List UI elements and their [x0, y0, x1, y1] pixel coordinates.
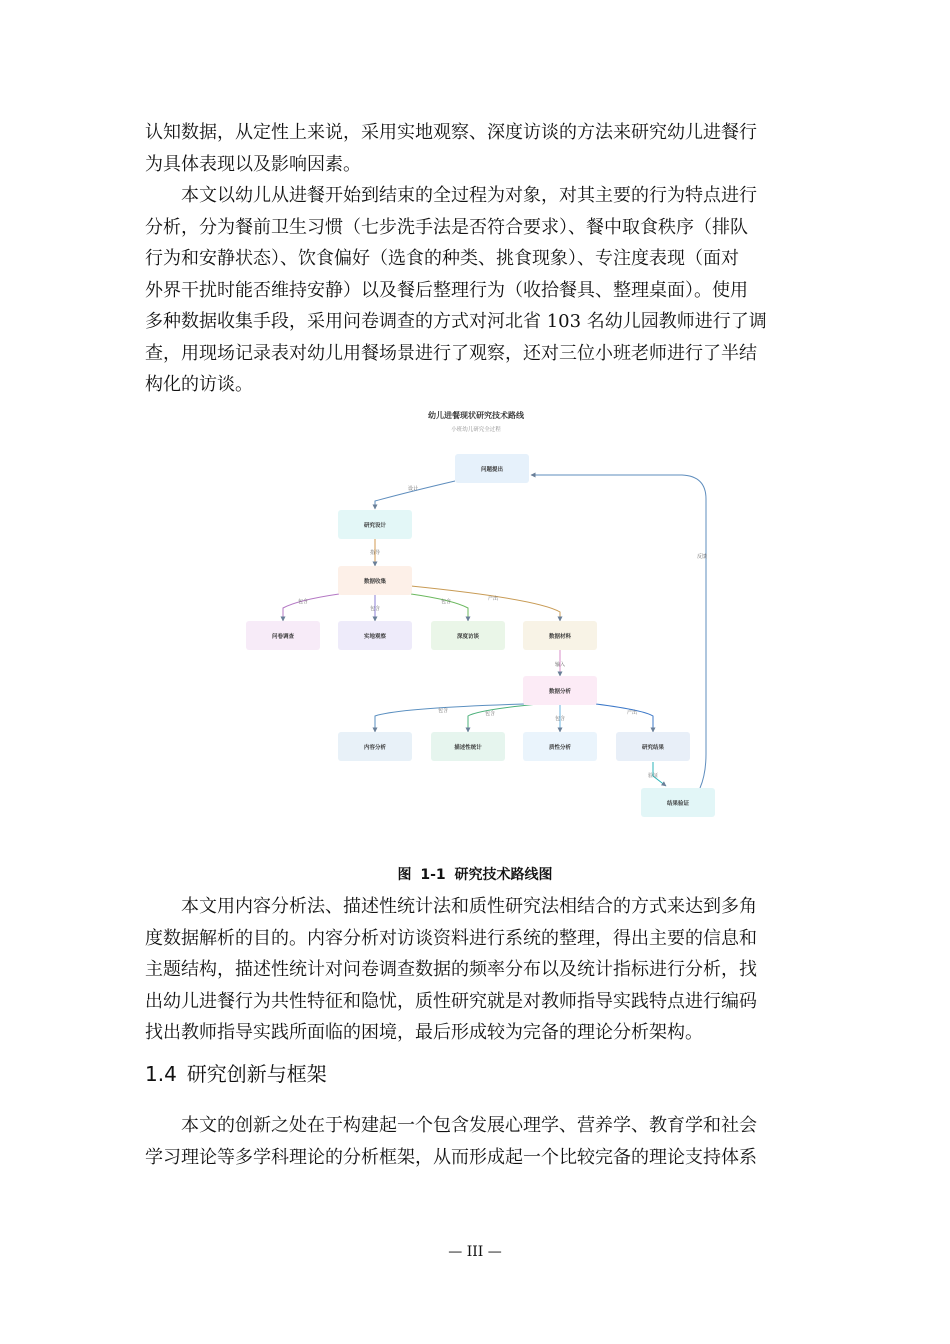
node-verify [641, 788, 715, 817]
svg-text:研究设计: 研究设计 [363, 523, 387, 529]
paragraph-2 [145, 180, 807, 401]
text-line: 分析，分为餐前卫生习惯（七步洗手法是否符合要求）、餐中取食秩序（排队 [145, 216, 748, 238]
text-line: 本文的创新之处在于构建起一个包含发展心理学、营养学、教育学和社会 [181, 1115, 757, 1136]
edge-label-include-6: 包含 [555, 716, 566, 722]
diagram-subtitle: 小班幼儿研究全过程 [451, 427, 501, 433]
node-survey [246, 621, 320, 650]
edge-label-include-3: 包含 [441, 599, 452, 605]
node-design [338, 510, 412, 539]
svg-text:问题提出: 问题提出 [480, 467, 504, 473]
node-observe [338, 621, 412, 650]
text-line: 找出教师指导实践所面临的困境，最后形成较为完备的理论分析架构。 [145, 1022, 703, 1043]
node-problem [455, 454, 529, 483]
text-line: 本文用内容分析法、描述性统计法和质性研究法相结合的方式来达到多角 [181, 896, 757, 917]
caption-text: 研究技术路线图 [454, 867, 553, 883]
text-line: 多种数据收集手段，采用问卷调查的方式对河北省 103 名幼儿园教师进行了调 [145, 311, 767, 332]
node-material [523, 621, 597, 650]
text-line: 度数据解析的目的。内容分析对访谈资料进行系统的整理，得出主要的信息和 [145, 927, 757, 949]
svg-text:结果验证: 结果验证 [666, 801, 690, 807]
section-title: 研究创新与框架 [186, 1062, 327, 1086]
node-content-analysis [338, 732, 412, 761]
node-collect [338, 566, 412, 595]
svg-text:内容分析: 内容分析 [363, 745, 387, 751]
caption-label: 图 [397, 867, 412, 883]
edge-produce-result [596, 704, 653, 732]
edge-include-interview [411, 594, 468, 621]
edge-label-design: 设计 [408, 486, 419, 492]
edge-include-stats [468, 704, 538, 732]
edge-label-guide: 指导 [370, 550, 381, 556]
text-line: 认知数据，从定性上来说，采用实地观察、深度访谈的方法来研究幼儿进餐行 [145, 122, 757, 143]
section-heading [145, 1058, 327, 1087]
caption-number: 1-1 [420, 867, 446, 883]
edge-label-produce-1: 产出 [488, 596, 499, 602]
text-line: 学习理论等多学科理论的分析框架，从而形成起一个比较完备的理论支持体系 [145, 1146, 757, 1168]
text-line: 本文以幼儿从进餐开始到结束的全过程为对象，对其主要的行为特点进行 [181, 185, 757, 206]
edge-label-input: 输入 [555, 662, 566, 668]
edge-label-include-5: 包含 [485, 711, 496, 717]
text-line: 外界干扰时能否维持安静）以及餐后整理行为（收拾餐具、整理桌面）。使用 [145, 279, 748, 301]
edge-label-produce-2: 产出 [627, 710, 638, 716]
svg-text:数据收集: 数据收集 [363, 579, 387, 585]
svg-text:研究结果: 研究结果 [641, 745, 665, 751]
page-number: — III — [448, 1244, 502, 1260]
svg-text:问卷调查: 问卷调查 [271, 634, 295, 640]
node-analysis [523, 676, 597, 705]
section-number: 1.4 [145, 1062, 177, 1086]
svg-text:质性分析: 质性分析 [548, 745, 572, 751]
edge-label-include-2: 包含 [370, 606, 381, 612]
research-roadmap-figure [238, 404, 718, 824]
edge-produce-material [411, 586, 560, 621]
node-interview [431, 621, 505, 650]
edge-label-include-1: 包含 [298, 599, 309, 605]
svg-text:深度访谈: 深度访谈 [456, 634, 480, 640]
svg-text:数据材料: 数据材料 [548, 634, 572, 640]
paragraph-3 [145, 891, 807, 1049]
text-line: 主题结构，描述性统计对问卷调查数据的频率分布以及统计指标进行分析，找 [145, 959, 757, 980]
edge-label-include-4: 包含 [438, 708, 449, 714]
text-line: 出幼儿进餐行为共性特征和隐忧，质性研究就是对教师指导实践特点进行编码 [145, 990, 757, 1012]
svg-text:数据分析: 数据分析 [548, 689, 572, 695]
text-line: 查，用现场记录表对幼儿用餐场景进行了观察，还对三位小班老师进行了半结 [145, 342, 757, 364]
text-line: 行为和安静状态）、饮食偏好（选食的种类、挑食现象）、专注度表现（面对 [145, 248, 739, 269]
diagram-title: 幼儿进餐现状研究技术路线 [428, 411, 524, 420]
edge-label-feedback: 反馈 [697, 554, 708, 560]
svg-text:描述性统计: 描述性统计 [454, 745, 482, 751]
paragraph-4 [145, 1110, 807, 1173]
node-qualitative [523, 732, 597, 761]
edge-label-verify: 验证 [648, 773, 659, 779]
node-result [616, 732, 690, 761]
text-line: 构化的访谈。 [145, 374, 253, 395]
paragraph-1 [145, 117, 807, 180]
svg-text:实地观察: 实地观察 [363, 634, 387, 640]
text-line: 为具体表现以及影响因素。 [145, 153, 361, 175]
node-descriptive-stats [431, 732, 505, 761]
figure-caption [0, 864, 950, 884]
flowchart [238, 404, 718, 824]
edge-include-survey [283, 594, 339, 621]
